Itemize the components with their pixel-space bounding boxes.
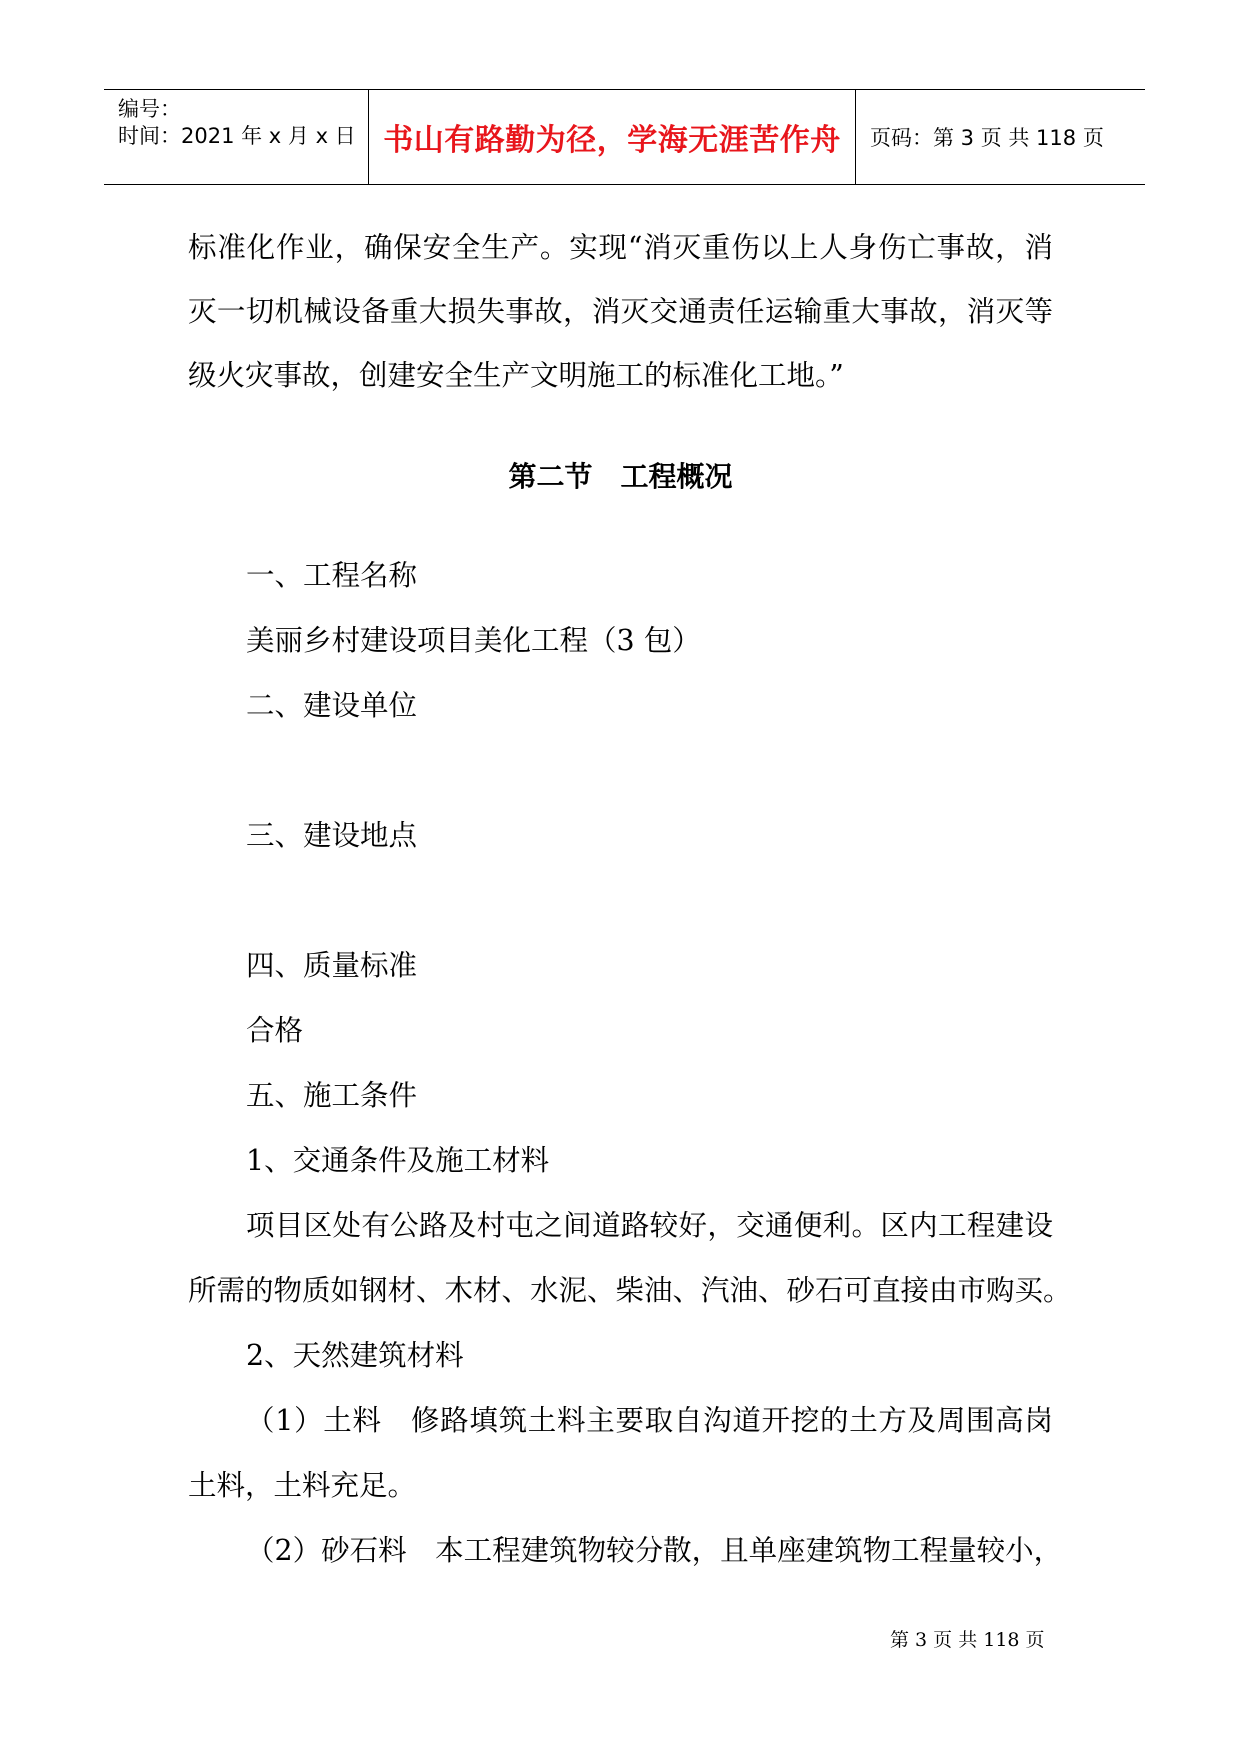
document-number-label: 编号：: [118, 97, 181, 121]
soil-paragraph-line-2: 土料，土料充足。: [188, 1469, 417, 1502]
section-title: 第二节 工程概况: [508, 460, 733, 493]
subheading-transport: 1、交通条件及施工材料: [246, 1144, 550, 1177]
quality-standard-value: 合格: [246, 1014, 304, 1047]
intro-line-3: 级火灾事故，创建安全生产文明施工的标准化工地。”: [188, 359, 844, 392]
page-footer: 第 3 页 共 118 页: [890, 1629, 1045, 1651]
document-header: [104, 89, 1145, 185]
intro-line-2: 灭一切机械设备重大损失事故，消灭交通责任运输重大事故，消灭等: [188, 295, 1053, 328]
intro-line-1: 标准化作业，确保安全生产。实现“消灭重伤以上人身伤亡事故，消: [188, 231, 1053, 264]
gravel-paragraph-line-1: （2）砂石料 本工程建筑物较分散，且单座建筑物工程量较小，: [246, 1534, 1063, 1567]
header-motto-cell: [368, 90, 856, 184]
subheading-natural-materials: 2、天然建筑材料: [246, 1339, 464, 1372]
heading-project-name: 一、工程名称: [246, 559, 418, 592]
heading-construction-conditions: 五、施工条件: [246, 1079, 418, 1112]
header-meta: [104, 90, 368, 184]
soil-paragraph-line-1: （1）土料 修路填筑土料主要取自沟道开挖的土方及周围高岗: [246, 1404, 1053, 1437]
header-page-label: 页码：第 3 页 共 118 页: [870, 126, 1104, 150]
transport-paragraph-line-1: 项目区处有公路及村屯之间道路较好，交通便利。区内工程建设: [246, 1209, 1053, 1242]
project-name-value: 美丽乡村建设项目美化工程（3 包）: [246, 624, 701, 657]
heading-construction-site: 三、建设地点: [246, 819, 418, 852]
transport-paragraph-line-2: 所需的物质如钢材、木材、水泥、柴油、汽油、砂石可直接由市购买。: [188, 1274, 1072, 1307]
heading-quality-standard: 四、质量标准: [246, 949, 418, 982]
heading-construction-unit: 二、建设单位: [246, 689, 418, 722]
document-time-label: 时间：2021 年 x 月 x 日: [118, 124, 356, 148]
header-motto: 书山有路勤为径，学海无涯苦作舟: [383, 123, 841, 158]
